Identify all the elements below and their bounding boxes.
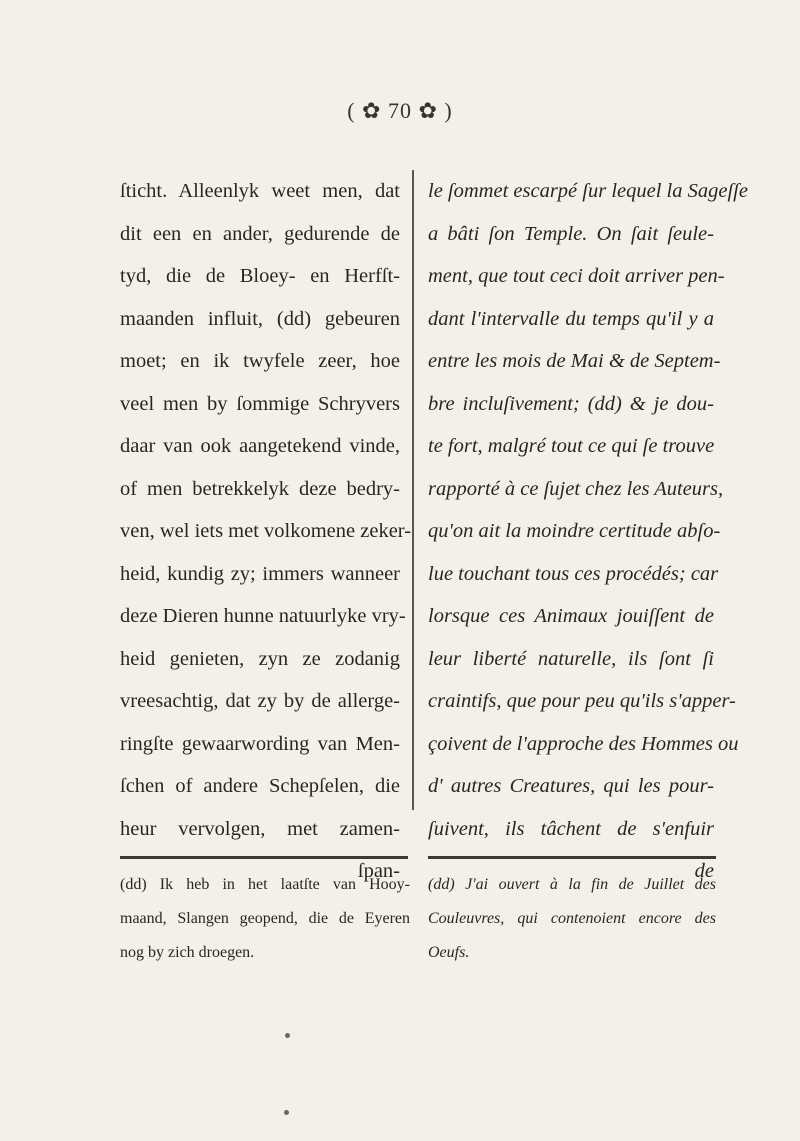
footnote-line: nog by zich droegen. — [120, 944, 255, 961]
french-line: lue touchant tous ces procédés; car — [428, 562, 719, 585]
french-line: bre incluſivement; (dd) & je dou- — [428, 392, 714, 415]
footnote-line: Oeufs. — [428, 944, 470, 961]
column-divider — [412, 170, 414, 810]
french-line: te fort, malgré tout ce qui ſe trouve — [428, 435, 715, 457]
dutch-catchword: ſpan- — [357, 860, 400, 882]
dutch-line: ven, wel iets met volkomene zeker- — [120, 520, 412, 542]
french-line: leur liberté naturelle, ils ſont ſi — [428, 647, 714, 670]
dutch-line: heid genieten, zyn ze zodanig — [120, 647, 400, 670]
footnote-line: (dd) J'ai ouvert à la fin de Juillet des — [428, 876, 716, 893]
french-catchword: de — [694, 860, 714, 882]
dutch-line: of men betrekkelyk deze bedry- — [120, 477, 400, 500]
dutch-line: heid, kundig zy; immers wanneer — [120, 562, 400, 585]
french-line: qu'on ait la moindre certitude abſo- — [428, 520, 721, 542]
dutch-line: moet; en ik twyfele zeer, hoe — [120, 350, 400, 372]
page-header: ( ✿ 70 ✿ ) — [347, 98, 453, 123]
dutch-line: deze Dieren hunne natuurlyke vry- — [120, 605, 406, 627]
french-line: a bâti ſon Temple. On ſait ſeule- — [428, 222, 714, 245]
dutch-line: veel men by ſommige Schryvers — [120, 392, 400, 415]
dutch-line: daar van ook aangetekend vinde, — [120, 435, 400, 457]
french-line: craintifs, que pour peu qu'ils s'apper- — [428, 690, 736, 712]
dutch-line: ringſte gewaarwording van Men- — [120, 732, 400, 755]
footnote-line: (dd) Ik heb in het laatſte van Hooy- — [120, 876, 410, 893]
footnote-french — [428, 868, 716, 970]
footnote-dutch — [120, 868, 410, 970]
footnote-line: maand, Slangen geopend, die de Eyeren — [120, 910, 410, 927]
dutch-line: ſticht. Alleenlyk weet men, dat — [120, 180, 400, 202]
french-line: ment, que tout ceci doit arriver pen- — [428, 265, 725, 287]
dutch-column — [120, 170, 412, 893]
french-line: dant l'intervalle du temps qu'il y a — [428, 307, 714, 330]
dutch-line: maanden influit, (dd) gebeuren — [120, 307, 400, 330]
french-line: d' autres Creatures, qui les pour- — [428, 775, 714, 797]
dutch-line: vreesachtig, dat zy by de allerge- — [120, 690, 400, 712]
paper-speck — [284, 1110, 289, 1115]
footnote-rule-right — [428, 856, 716, 859]
french-line: rapporté à ce ſujet chez les Auteurs, — [428, 477, 724, 500]
footnote-rule-left — [120, 856, 408, 859]
french-line: çoivent de l'approche des Hommes ou — [428, 732, 739, 755]
dutch-line: heur vervolgen, met zamen- — [120, 817, 400, 840]
footnote-line: Couleuvres, qui contenoient encore des — [428, 910, 716, 927]
dutch-line: tyd, die de Bloey- en Herfſt- — [120, 265, 400, 287]
dutch-line: dit een en ander, gedurende de — [120, 222, 400, 245]
french-column — [428, 170, 748, 893]
french-line: ſuivent, ils tâchent de s'enfuir — [428, 817, 714, 840]
french-line: entre les mois de Mai & de Septem- — [428, 350, 721, 372]
french-line: lorsque ces Animaux jouiſſent de — [428, 605, 714, 627]
french-line: le ſommet escarpé ſur lequel la Sageſſe — [428, 180, 748, 202]
dutch-line: ſchen of andere Schepſelen, die — [120, 775, 400, 797]
paper-speck — [285, 1033, 290, 1038]
